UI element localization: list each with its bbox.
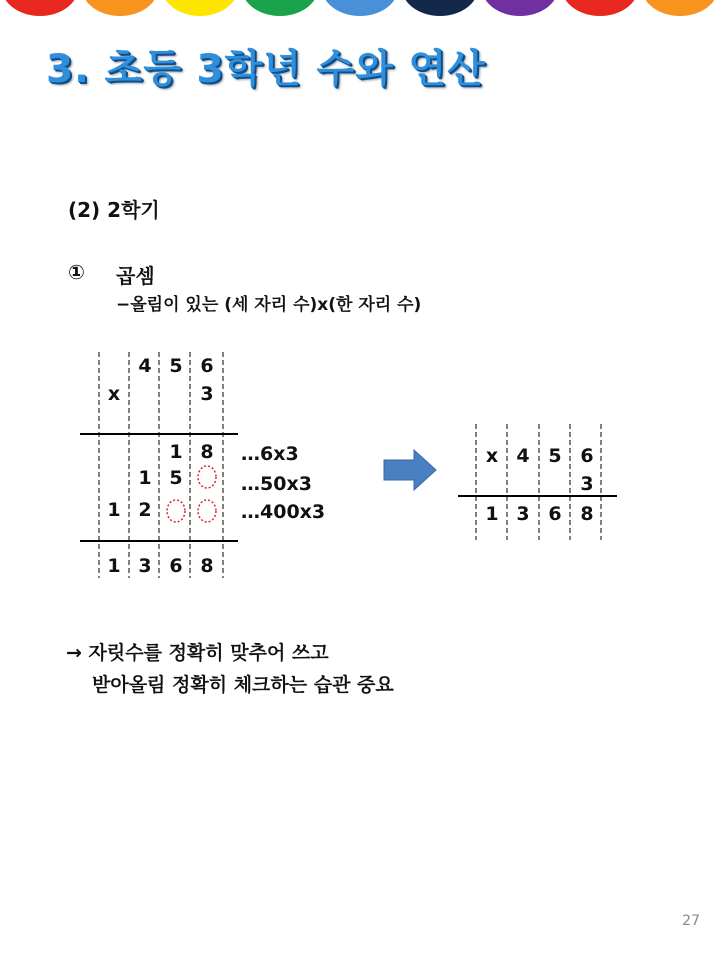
semester-heading: (2) 2학기 <box>68 198 160 222</box>
left-digit-r0-c1: 4 <box>138 355 152 377</box>
right-digit-r1-c3: 3 <box>580 473 594 495</box>
conclusion-line-2: 받아올림 정확히 체크하는 습관 중요 <box>92 674 394 696</box>
right-digit-r0-c1: 4 <box>516 445 530 467</box>
right-digit-r2-c2: 6 <box>548 503 562 525</box>
partial-note-hundreds: …400x3 <box>241 501 326 523</box>
topic-subtitle: −올림이 있는 (세 자리 수)x(한 자리 수) <box>116 295 422 315</box>
topic-marker: ① <box>68 260 85 284</box>
left-digit-r5-c3: 8 <box>200 555 214 577</box>
left-digit-r4-c1: 2 <box>138 499 152 521</box>
left-digit-r1-c0: x <box>107 383 121 405</box>
right-digit-r2-c0: 1 <box>485 503 499 525</box>
topic-label: 곱셈 <box>116 264 155 288</box>
right-digit-r2-c1: 3 <box>516 503 530 525</box>
left-digit-r0-c2: 5 <box>169 355 183 377</box>
left-digit-r5-c2: 6 <box>169 555 183 577</box>
partial-note-ones: …6x3 <box>241 443 299 465</box>
page-number: 27 <box>682 913 700 929</box>
left-digit-r2-c2: 1 <box>169 441 183 463</box>
left-digit-r5-c0: 1 <box>107 555 121 577</box>
left-digit-r5-c1: 3 <box>138 555 152 577</box>
left-digit-r3-c2: 5 <box>169 467 183 489</box>
right-digit-r0-c3: 6 <box>580 445 594 467</box>
conclusion-line-1: → 자릿수를 정확히 맞추어 쓰고 <box>66 642 329 664</box>
left-digit-r1-c3: 3 <box>200 383 214 405</box>
right-digit-r0-c0: x <box>485 445 499 467</box>
right-digit-r0-c2: 5 <box>548 445 562 467</box>
left-digit-r4-c0: 1 <box>107 499 121 521</box>
right-digit-r2-c3: 8 <box>580 503 594 525</box>
left-digit-r0-c3: 6 <box>200 355 214 377</box>
page-title: 3. 초등 3학년 수와 연산 <box>46 47 486 92</box>
left-digit-r3-c1: 1 <box>138 467 152 489</box>
partial-note-tens: …50x3 <box>241 473 312 495</box>
left-digit-r2-c3: 8 <box>200 441 214 463</box>
